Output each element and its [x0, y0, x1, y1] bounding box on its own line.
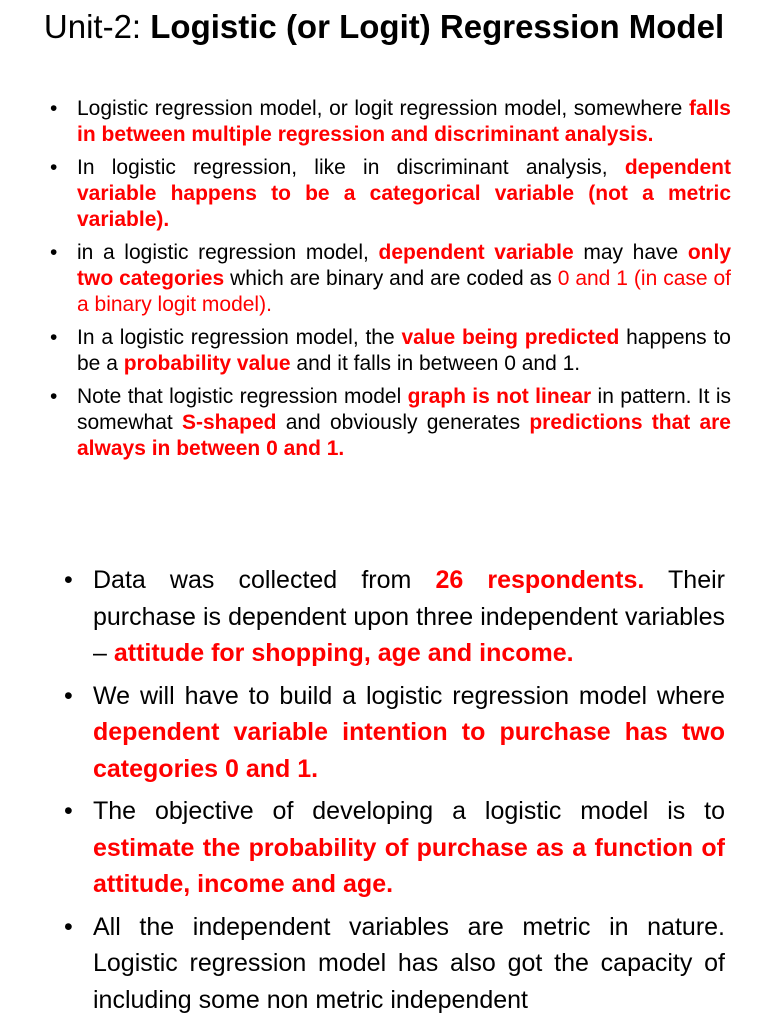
- slide-title: [40, 2, 728, 51]
- list-item: [44, 96, 731, 148]
- list-item: [44, 384, 731, 462]
- body-text: in a logistic regression model,: [77, 241, 379, 264]
- title-main: Logistic (or Logit) Regression Model: [150, 8, 725, 45]
- list-item: [62, 678, 725, 788]
- body-text: The objective of developing a logistic model is to: [93, 797, 725, 825]
- highlighted-text: value being predicted: [401, 326, 620, 349]
- body-text: We will have to build a logistic regression model where: [93, 681, 725, 710]
- list-item: [44, 240, 731, 318]
- highlighted-text: dependent variable: [378, 241, 574, 264]
- body-text: and obviously generates: [276, 411, 530, 434]
- body-text: and it falls in between 0 and 1.: [290, 352, 581, 375]
- body-text: happens to be a: [77, 326, 731, 375]
- highlighted-text: estimate the probability of purchase as a function of attitude, income and age.: [93, 833, 725, 898]
- highlighted-text: 26 respondents.: [435, 566, 645, 594]
- title-prefix: Unit-2:: [43, 8, 151, 45]
- body-text: may have: [573, 241, 688, 264]
- body-text: in pattern. It is somewhat: [77, 385, 731, 434]
- highlighted-text: probability value: [123, 352, 291, 375]
- list-item: [62, 562, 725, 672]
- bullet-dot: •: [50, 326, 58, 349]
- body-text: Note that logistic regression model: [77, 385, 408, 408]
- bullet-dot: •: [64, 912, 73, 941]
- highlighted-text: attitude for shopping, age and income.: [113, 639, 574, 667]
- highlighted-text: falls in between multiple regression and discriminant analysis.: [77, 97, 731, 146]
- body-text: Their purchase is dependent upon three independent variables –: [93, 566, 725, 667]
- bullet-dot: •: [50, 241, 58, 264]
- list-item: [44, 155, 731, 233]
- bullet-dot: •: [50, 156, 58, 179]
- list-item: [62, 793, 725, 903]
- body-text: Logistic regression model, or logit regression model, somewhere: [77, 97, 689, 120]
- bullet-dot: •: [64, 797, 73, 825]
- list-item: [44, 325, 731, 377]
- highlighted-text: only two categories: [77, 241, 732, 290]
- highlighted-text: dependent variable intention to purchase has two categories 0 and 1.: [93, 718, 725, 783]
- bullet-dot: •: [64, 566, 73, 594]
- bullet-list-data-description: [62, 562, 725, 1024]
- highlighted-text: predictions that are always in between 0 and 1.: [77, 411, 731, 460]
- body-text: In logistic regression, like in discriminant analysis,: [77, 156, 625, 179]
- highlighted-text: dependent variable happens to be a categorical variable (not a metric variable).: [77, 156, 731, 231]
- highlighted-text: S-shaped: [181, 411, 277, 434]
- body-text: In a logistic regression model, the: [77, 326, 402, 349]
- bullet-dot: •: [64, 681, 73, 710]
- bullet-list-overview: [44, 96, 731, 469]
- body-text: which are binary and are coded as: [224, 267, 558, 290]
- body-text: Data was collected from: [93, 566, 436, 594]
- bullet-dot: •: [50, 385, 58, 408]
- highlighted-text: 0 and 1 (in case of a binary logit model).: [77, 267, 732, 316]
- bullet-dot: •: [50, 97, 58, 120]
- list-item: [62, 909, 725, 1019]
- highlighted-text: graph is not linear: [407, 385, 592, 408]
- body-text: All the independent variables are metric in nature. Logistic regression model has also got the capacity of including some non metric independent: [93, 912, 725, 1014]
